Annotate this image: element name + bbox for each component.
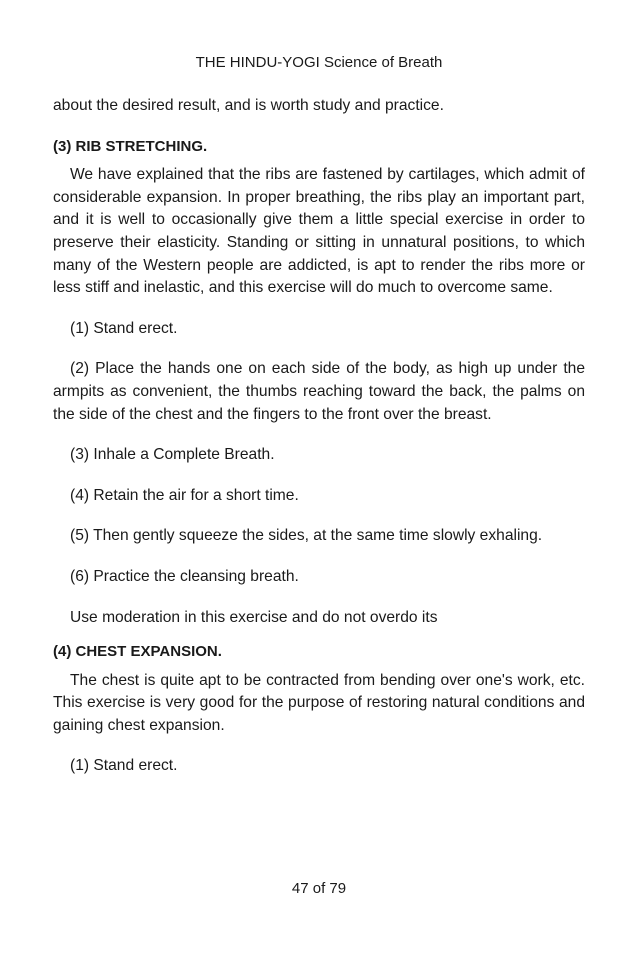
step-3: (3) Inhale a Complete Breath.	[70, 446, 275, 464]
step-1: (1) Stand erect.	[70, 319, 178, 337]
step-2: (2) Place the hands one on each side of the body, as high up under the armpits as convenient, the thumbs reaching toward the back, the palms on the side of the chest and the fingers to the front over the breast.	[53, 360, 585, 423]
section-intro-chest-expansion: The chest is quite apt to be contracted from bending over one's work, etc. This exercise is very good for the purpose of restoring natural conditions and gaining chest expansion.	[53, 671, 585, 734]
running-header: THE HINDU-YOGI Science of Breath	[195, 54, 443, 71]
section-heading-rib-stretching: (3) RIB STRETCHING.	[53, 137, 208, 155]
step-4: (4) Retain the air for a short time.	[70, 486, 299, 504]
chest-step-1: (1) Stand erect.	[70, 757, 178, 775]
paragraph-continued: about the desired result, and is worth study and practice.	[53, 97, 444, 114]
page-body	[53, 95, 585, 778]
section-intro-rib-stretching: We have explained that the ribs are fastened by cartilages, which admit of considerable expansion. In proper breathing, the ribs play an important part, and it is well to occasionally give them a little special exercise in order to preserve their elasticity. Standing or sitting in unnatural positions, to which many of the Western people are addicted, is apt to render the ribs more or less stiff and inelastic, and this exercise will do much to overcome same.	[53, 166, 585, 297]
page-number: 47 of 79	[291, 880, 347, 897]
step-5: (5) Then gently squeeze the sides, at the same time slowly exhaling.	[70, 527, 543, 545]
step-6: (6) Practice the cleansing breath.	[70, 567, 299, 585]
section-heading-chest-expansion: (4) CHEST EXPANSION.	[53, 643, 222, 661]
moderation-note: Use moderation in this exercise and do not overdo its	[70, 608, 438, 626]
